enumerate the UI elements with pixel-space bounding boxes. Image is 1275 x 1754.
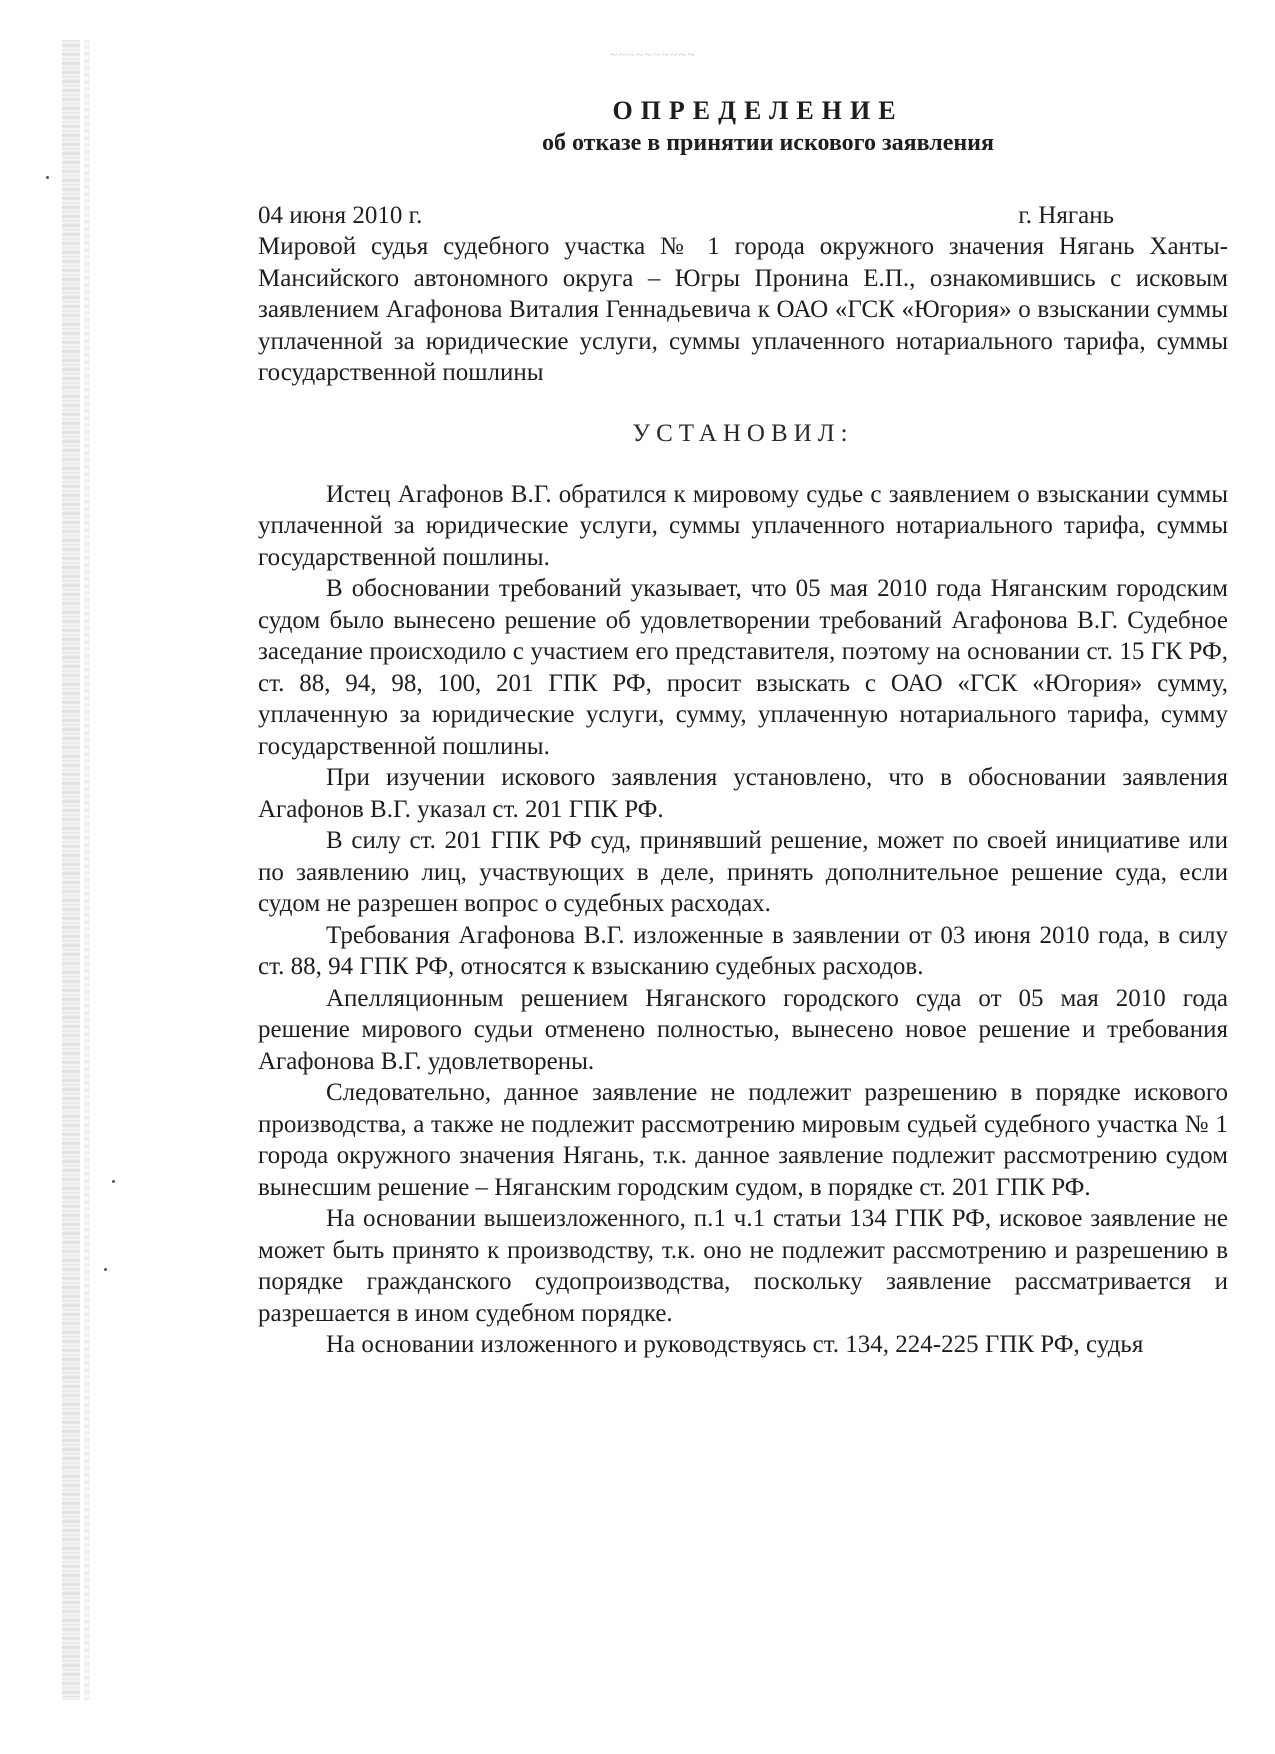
intro-paragraph: Мировой судья судебного участка № 1 города окружного значения Нягань Ханты-Мансийского автономного округа – Югры Пронина Е.П., ознакомившись с исковым заявлением Агафонова Виталия Геннадьевича к ОАО «ГСК «Югория» о взыскании суммы уплаченной за юридические услуги, суммы уплаченного нотариального тарифа, суммы государственной пошлины xyxy=(258,233,1228,386)
paragraph-8: На основании вышеизложенного, п.1 ч.1 статьи 134 ГПК РФ, исковое заявление не может быть принято к производству, т.к. оно не подлежит рассмотрению и разрешению в порядке гражданского судопроизводства, поскольку заявление рассматривается и разрешается в ином судебном порядке. xyxy=(258,1205,1228,1327)
scan-speck xyxy=(104,1268,107,1271)
faint-stamp-mark: ~~~~~~~~~~ xyxy=(610,48,696,63)
scan-edge-shadow-inner xyxy=(84,40,90,1700)
paragraph-7: Следовательно, данное заявление не подлежит разрешению в порядке искового производства, а также не подлежит рассмотрению мировым судьей судебного участка № 1 города окружного значения Нягань, т.к. данное заявление подлежит рассмотрению судом вынесшим решение – Няганским городским судом, в порядке ст. 201 ГПК РФ. xyxy=(258,1079,1228,1201)
document-subtitle: об отказе в принятии искового заявления xyxy=(542,130,994,156)
scan-speck xyxy=(112,1180,115,1183)
document-date: 04 июня 2010 г. xyxy=(258,202,423,229)
document-body xyxy=(258,231,1228,1361)
paragraph-6: Апелляционным решением Няганского городского суда от 05 мая 2010 года решение мирового судьи отменено полностью, вынесено новое решение и требования Агафонова В.Г. удовлетворены. xyxy=(258,984,1228,1075)
document-page xyxy=(258,96,1228,1361)
paragraph-3: При изучении искового заявления установлено, что в обосновании заявления Агафонов В.Г. указал ст. 201 ГПК РФ. xyxy=(258,764,1228,823)
paragraph-9: На основании изложенного и руководствуясь ст. 134, 224-225 ГПК РФ, судья xyxy=(326,1331,1144,1358)
document-city: г. Нягань xyxy=(1018,202,1114,229)
paragraph-4: В силу ст. 201 ГПК РФ суд, принявший решение, может по своей инициативе или по заявлению лиц, участвующих в деле, принять дополнительное решение суда, если судом не разрешен вопрос о судебных расходах. xyxy=(258,827,1228,917)
paragraph-2: В обосновании требований указывает, что 05 мая 2010 года Няганским городским судом было вынесено решение об удовлетворении требований Агафонова В.Г. Судебное заседание происходило с участием его представителя, поэтому на основании ст. 15 ГК РФ, ст. 88, 94, 98, 100, 201 ГПК РФ, просит взыскать с ОАО «ГСК «Югория» сумму, уплаченную за юридические услуги, сумму, уплаченную нотариального тарифа, сумму государственной пошлины. xyxy=(258,575,1228,760)
paragraph-1: Истец Агафонов В.Г. обратился к мировому судье с заявлением о взыскании суммы уплаченной за юридические услуги, суммы уплаченного нотариального тарифа, суммы государственной пошлины. xyxy=(258,480,1228,571)
scan-speck xyxy=(46,176,49,179)
date-city-line xyxy=(258,200,1228,231)
scan-edge-shadow xyxy=(62,40,80,1700)
paragraph-5: Требования Агафонова В.Г. изложенные в заявлении от 03 июня 2010 года, в силу ст. 88, 94 ГПК РФ, относятся к взысканию судебных расходов. xyxy=(258,921,1228,980)
document-title: ОПРЕДЕЛЕНИЕ xyxy=(612,96,904,125)
established-heading: УСТАНОВИЛ: xyxy=(632,419,854,447)
